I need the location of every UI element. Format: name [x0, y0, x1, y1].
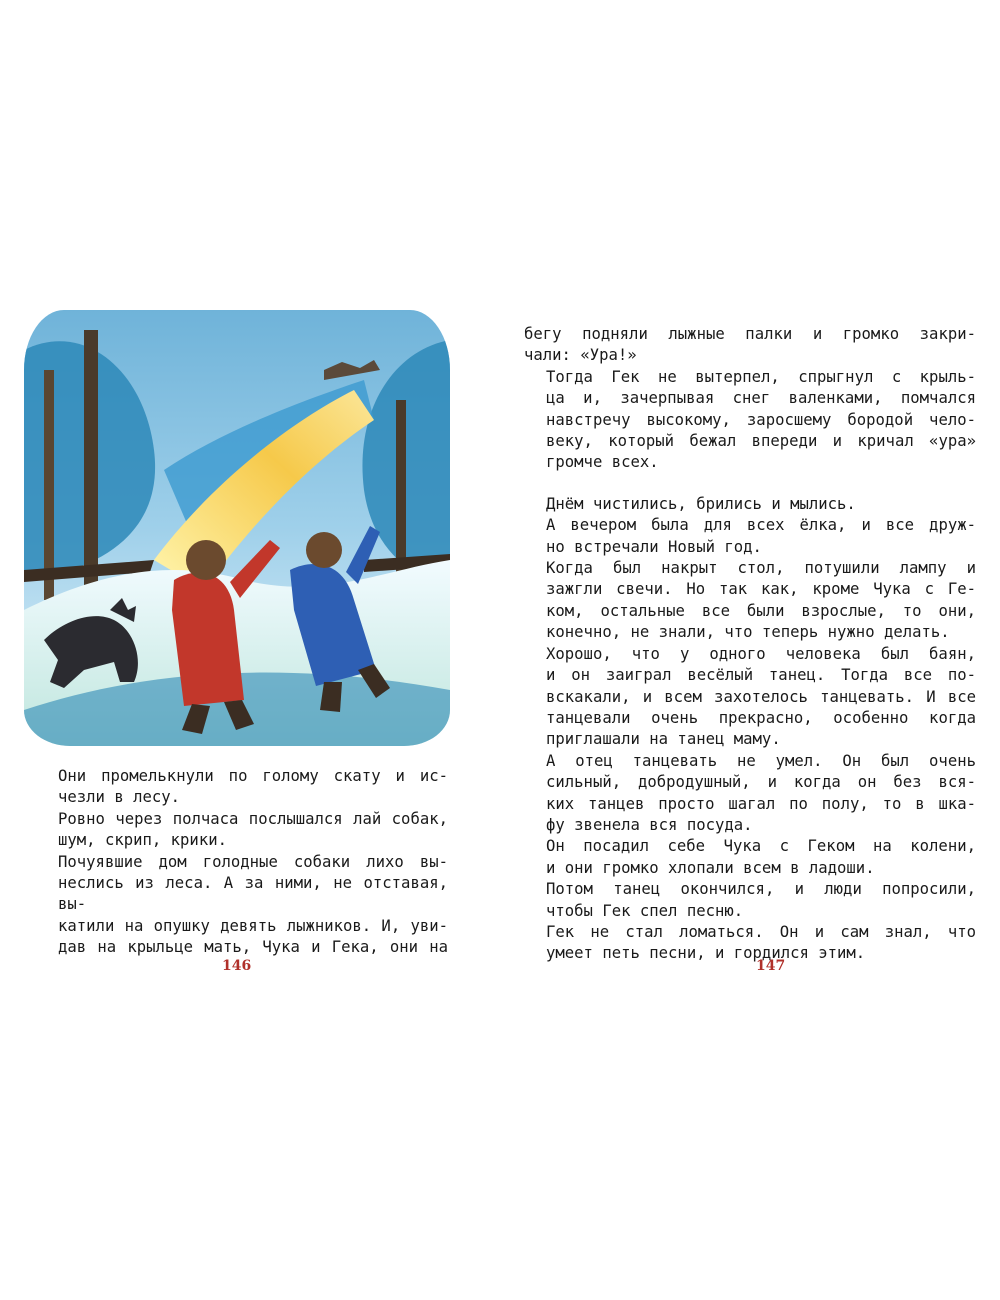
- text-line: приглашали на танец маму.: [546, 730, 781, 749]
- right-page: [500, 0, 1000, 1300]
- text-line: ком, остальные все были взрослые, то они,: [546, 601, 976, 620]
- text-line: громче всех.: [546, 453, 659, 472]
- text-line: Когда был накрыт стол, потушили лампу и: [546, 559, 976, 578]
- paragraph: [36, 852, 448, 959]
- paragraph: [36, 766, 448, 809]
- text-line: вскакали, и всем захотелось танцевать. И все: [546, 687, 976, 706]
- text-line: А вечером была для всех ёлка, и все друж-: [546, 516, 976, 535]
- text-line: конечно, не знали, что теперь нужно делать.: [546, 623, 950, 642]
- page-number: 146: [222, 958, 252, 974]
- text-line: чали: «Ура!»: [524, 346, 637, 365]
- text-line: навстречу высокому, заросшему бородой чело-: [546, 410, 976, 429]
- text-line: и они громко хлопали всем в ладоши.: [546, 858, 875, 877]
- winter-illustration: [24, 310, 450, 746]
- page-number: 147: [756, 958, 786, 974]
- left-page-text: [36, 766, 448, 959]
- text-line: Днём чистились, брились и мылись.: [546, 494, 856, 513]
- text-line: А отец танцевать не умел. Он был очень: [546, 751, 976, 770]
- paragraph: [524, 644, 976, 751]
- paragraph: [524, 836, 976, 879]
- text-line: дав на крыльце мать, Чука и Гека, они на: [58, 938, 448, 957]
- paragraph: [524, 515, 976, 558]
- text-line: фу звенела вся посуда.: [546, 815, 753, 834]
- text-line: Он посадил себе Чука с Геком на колени,: [546, 837, 976, 856]
- paragraph: [524, 922, 976, 965]
- text-line: Они промелькнули по голому скату и ис-: [58, 767, 448, 785]
- paragraph: [524, 751, 976, 837]
- paragraph: [524, 494, 976, 515]
- text-line: и он заиграл весёлый танец. Тогда все по-: [546, 666, 976, 685]
- section-gap: [524, 474, 976, 494]
- right-page-text: [524, 324, 976, 965]
- text-line: шум, скрип, крики.: [58, 831, 227, 850]
- text-line: ких танцев просто шагал по полу, то в шка-: [546, 794, 976, 813]
- text-line: ца и, зачерпывая снег валенками, помчался: [546, 389, 976, 408]
- text-line: чезли в лесу.: [58, 788, 181, 807]
- text-line: танцевали очень прекрасно, особенно когда: [546, 708, 976, 727]
- text-line: Почуявшие дом голодные собаки лихо вы-: [58, 852, 448, 871]
- text-line: бегу подняли лыжные палки и громко закри-: [524, 325, 976, 343]
- paragraph: [524, 558, 976, 644]
- illustration-art: [24, 310, 450, 746]
- text-line: умеет петь песни, и гордился этим.: [546, 944, 866, 963]
- text-line: Ровно через полчаса послышался лай собак,: [58, 809, 448, 828]
- paragraph: [36, 809, 448, 852]
- text-line: зажгли свечи. Но так как, кроме Чука с Ге-: [546, 580, 976, 599]
- text-line: Потом танец окончился, и люди попросили,: [546, 880, 976, 899]
- text-line: чтобы Гек спел песню.: [546, 901, 744, 920]
- text-line: веку, который бежал впереди и кричал «ура»: [546, 432, 976, 451]
- text-line: Гек не стал ломаться. Он и сам знал, что: [546, 922, 976, 941]
- text-line: сильный, добродушный, и когда он без вся-: [546, 773, 976, 792]
- text-line: неслись из леса. А за ними, не отставая, вы-: [58, 874, 448, 914]
- text-line: Тогда Гек не вытерпел, спрыгнул с крыль-: [546, 367, 976, 386]
- text-line: но встречали Новый год.: [546, 537, 762, 556]
- text-line: Хорошо, что у одного человека был баян,: [546, 644, 976, 663]
- paragraph: [524, 324, 976, 367]
- text-line: катили на опушку девять лыжников. И, уви-: [58, 916, 448, 935]
- paragraph: [524, 879, 976, 922]
- paragraph: [524, 367, 976, 474]
